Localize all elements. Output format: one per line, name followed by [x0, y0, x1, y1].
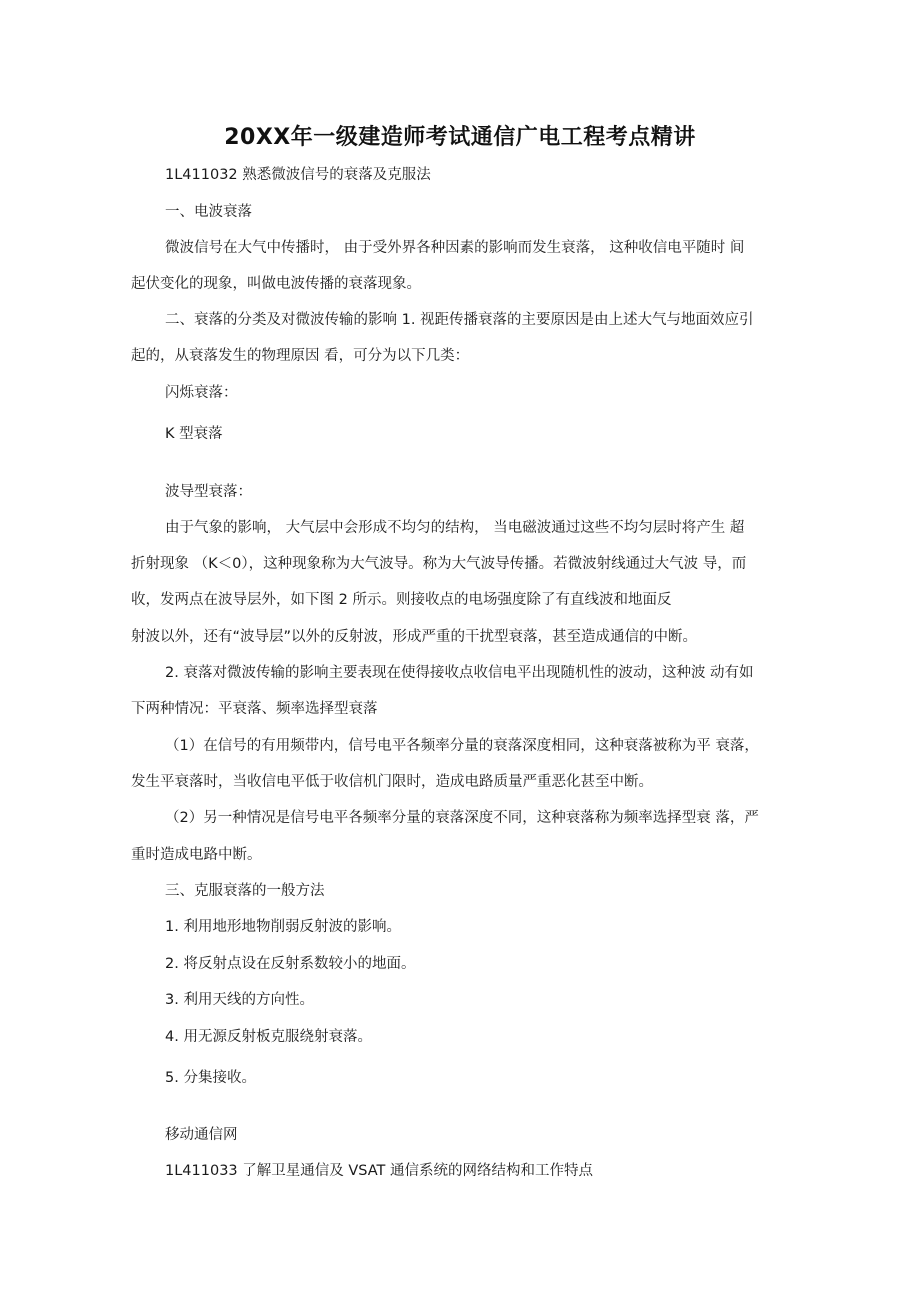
heading-mobile-network: 移动通信网 — [165, 1127, 238, 1143]
paragraph-line: 起伏变化的现象，叫做电波传播的衰落现象。 — [131, 276, 421, 292]
paragraph-line: 起的，从衰落发生的物理原因 看，可分为以下几类： — [131, 348, 470, 364]
list-item: 3. 利用天线的方向性。 — [165, 992, 314, 1008]
heading-overcome-fading: 三、克服衰落的一般方法 — [165, 883, 325, 899]
list-item-waveguide-fading: 波导型衰落： — [165, 484, 252, 500]
paragraph-line: 折射现象 （K＜0），这种现象称为大气波导。称为大气波导传播。若微波射线通过大气波 导，而 — [131, 556, 747, 572]
list-item: 4. 用无源反射板克服绕射衰落。 — [165, 1029, 372, 1045]
section-heading-1l411032: 1L411032 熟悉微波信号的衰落及克服法 — [165, 167, 431, 183]
heading-fading-classification: 二、衰落的分类及对微波传输的影响 1. 视距传播衰落的主要原因是由上述大气与地面效应引 — [165, 312, 754, 328]
paragraph-line: 发生平衰落时，当收信电平低于收信机门限时，造成电路质量严重恶化甚至中断。 — [131, 774, 653, 790]
paragraph-line: 下两种情况：平衰落、频率选择型衰落 — [131, 701, 378, 717]
paragraph-line: 由于气象的影响， 大气层中会形成不均匀的结构， 当电磁波通过这些不均匀层时将产生 超 — [165, 520, 745, 536]
paragraph-line: 收，发两点在波导层外，如下图 2 所示。则接收点的电场强度除了有直线波和地面反 — [131, 592, 672, 608]
list-item: 1. 利用地形地物削弱反射波的影响。 — [165, 919, 401, 935]
heading-radio-fading: 一、电波衰落 — [165, 204, 252, 220]
paragraph-line: 2. 衰落对微波传输的影响主要表现在使得接收点收信电平出现随机性的波动，这种波 动有如 — [165, 665, 754, 681]
paragraph-line: （2）另一种情况是信号电平各频率分量的衰落深度不同，这种衰落称为频率选择型衰 落，严 — [165, 810, 759, 826]
list-item: 2. 将反射点设在反射系数较小的地面。 — [165, 956, 416, 972]
paragraph-line: 射波以外，还有“波导层”以外的反射波，形成严重的干扰型衰落，甚至造成通信的中断。 — [131, 629, 698, 645]
list-item-k-type-fading: K 型衰落 — [165, 426, 223, 442]
paragraph-line: 重时造成电路中断。 — [131, 847, 262, 863]
document-title: 20XX年一级建造师考试通信广电工程考点精讲 — [224, 125, 696, 150]
paragraph-line: 微波信号在大气中传播时， 由于受外界各种因素的影响而发生衰落， 这种收信电平随时 间 — [165, 240, 745, 256]
list-item-scintillation-fading: 闪烁衰落： — [165, 385, 238, 401]
list-item: 5. 分集接收。 — [165, 1070, 256, 1086]
paragraph-line: （1）在信号的有用频带内，信号电平各频率分量的衰落深度相同，这种衰落被称为平 衰落， — [165, 738, 759, 754]
section-heading-1l411033: 1L411033 了解卫星通信及 VSAT 通信系统的网络结构和工作特点 — [165, 1163, 594, 1179]
